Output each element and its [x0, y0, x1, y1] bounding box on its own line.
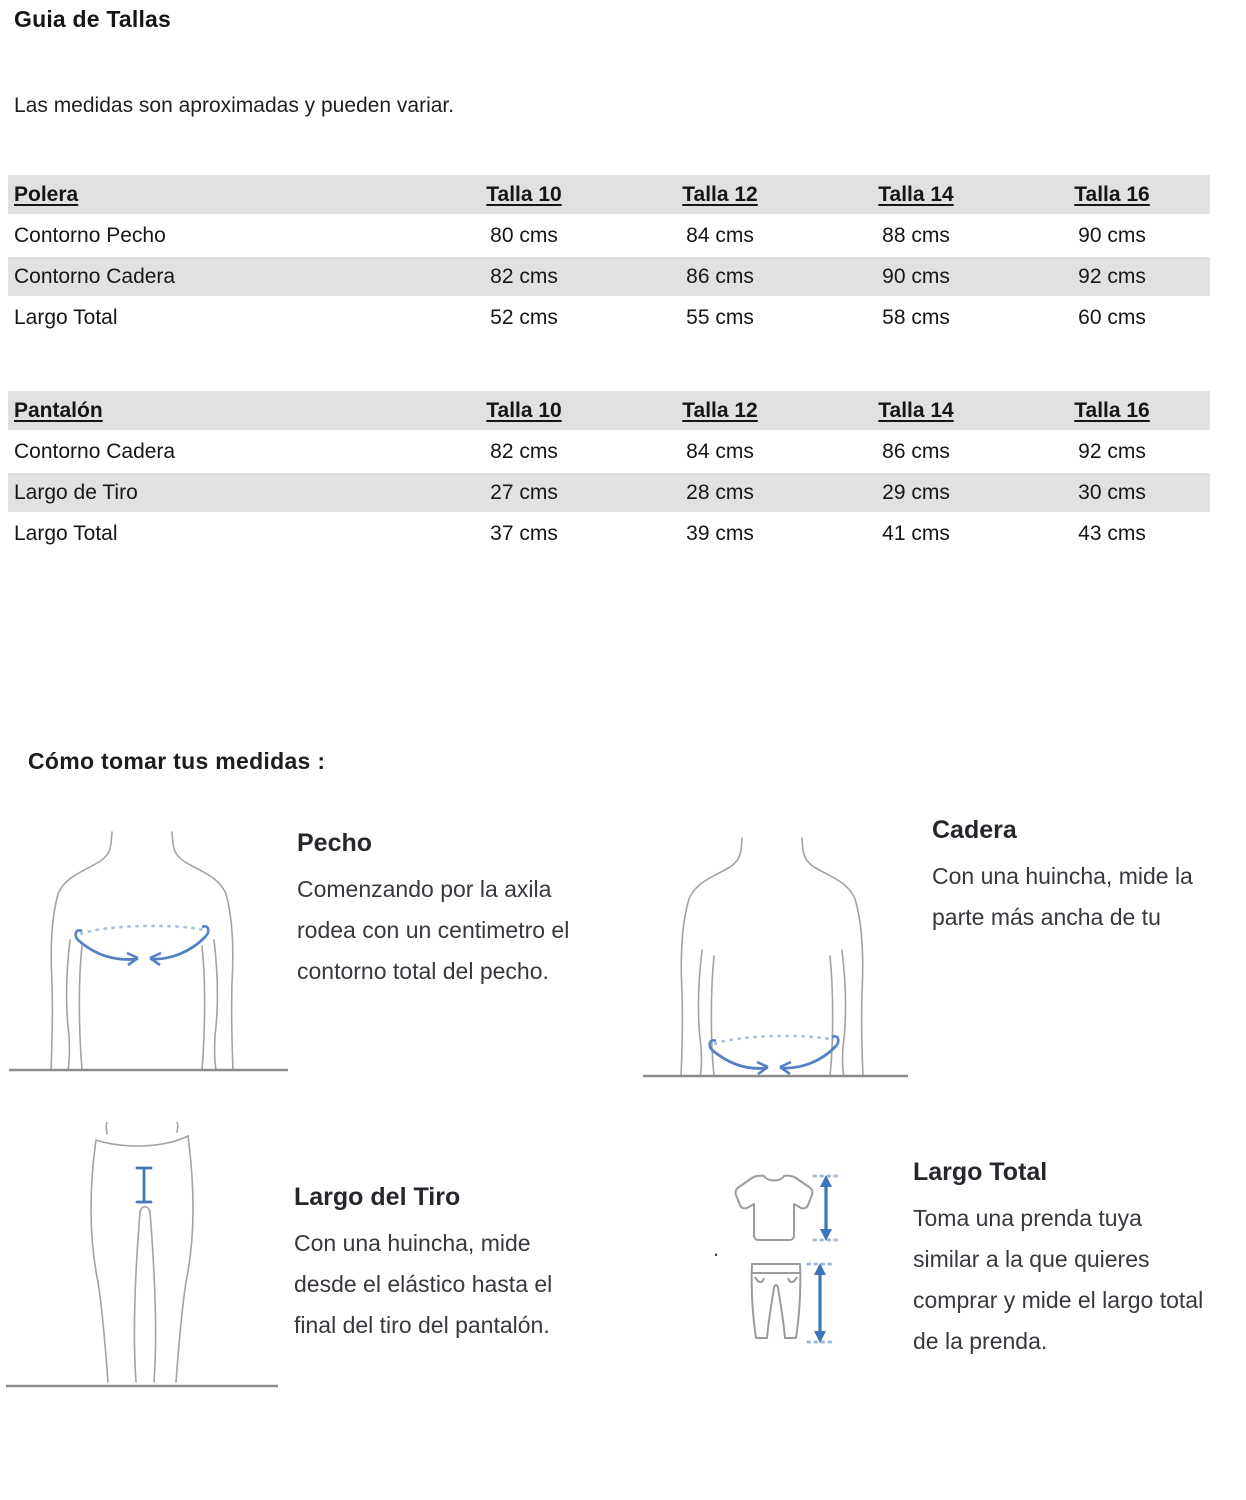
cell-value: 80 cms [426, 215, 622, 256]
cell-value: 92 cms [1014, 256, 1210, 297]
cell-value: 37 cms [426, 513, 622, 554]
cell-value: 55 cms [622, 297, 818, 338]
table-row [8, 256, 1210, 297]
table-row [8, 215, 1210, 256]
cell-value: 90 cms [818, 256, 1014, 297]
table-header-row [8, 390, 1210, 431]
column-header: Talla 16 [1074, 182, 1150, 206]
column-header: Talla 10 [486, 398, 562, 422]
largo-total-title: Largo Total [913, 1158, 1048, 1186]
cell-value: 41 cms [818, 513, 1014, 554]
torso-outline [681, 838, 863, 1076]
polera-size-table [8, 173, 1210, 339]
row-label: Contorno Pecho [8, 215, 426, 256]
text-line: de la prenda. [913, 1328, 1048, 1354]
hip-tape-icon [710, 1036, 839, 1074]
text-line: Con una huincha, mide la [932, 863, 1193, 889]
table-row [8, 513, 1210, 554]
cadera-section [932, 816, 1193, 938]
page-title: Guia de Tallas [14, 6, 172, 32]
text-line: similar a la que quieres [913, 1246, 1150, 1272]
text-line: contorno total del pecho. [297, 958, 549, 984]
garment-length-figure [722, 1166, 872, 1356]
cell-value: 84 cms [622, 431, 818, 472]
cell-value: 84 cms [622, 215, 818, 256]
pants-length-arrow-icon [808, 1263, 836, 1343]
cell-value: 86 cms [622, 256, 818, 297]
cell-value: 28 cms [622, 472, 818, 513]
cell-value: 86 cms [818, 431, 1014, 472]
column-header: Talla 14 [878, 182, 954, 206]
cell-value: 82 cms [426, 256, 622, 297]
table-header-row [8, 174, 1210, 215]
text-line: rodea con un centimetro el [297, 917, 570, 943]
row-label: Contorno Cadera [8, 431, 426, 472]
legs-measure-figure [4, 1122, 280, 1390]
text-line: parte más ancha de tu [932, 904, 1161, 930]
table-title: Pantalón [14, 398, 103, 422]
table-title: Polera [14, 182, 79, 206]
cell-value: 30 cms [1014, 472, 1210, 513]
text-line: comprar y mide el largo total [913, 1287, 1204, 1313]
column-header: Talla 12 [682, 398, 758, 422]
text-line: desde el elástico hasta el [294, 1271, 553, 1297]
chest-tape-icon [76, 926, 209, 965]
pecho-section [297, 829, 569, 992]
cell-value: 92 cms [1014, 431, 1210, 472]
cell-value: 29 cms [818, 472, 1014, 513]
cadera-title: Cadera [932, 816, 1017, 844]
column-header: Talla 12 [682, 182, 758, 206]
cell-value: 43 cms [1014, 513, 1210, 554]
cell-value: 82 cms [426, 431, 622, 472]
column-header: Talla 14 [878, 398, 954, 422]
text-line: Comenzando por la axila [297, 876, 552, 902]
row-label: Largo Total [8, 297, 426, 338]
torso-outline [51, 832, 233, 1070]
pecho-title: Pecho [297, 829, 373, 857]
cell-value: 60 cms [1014, 297, 1210, 338]
table-row [8, 297, 1210, 338]
chest-measure-figure [8, 828, 290, 1074]
column-header: Talla 16 [1074, 398, 1150, 422]
largo-del-tiro-title: Largo del Tiro [294, 1183, 461, 1211]
text-line: final del tiro del pantalón. [294, 1312, 550, 1338]
column-header: Talla 10 [486, 182, 562, 206]
row-label: Contorno Cadera [8, 256, 426, 297]
stray-dot: . [713, 1236, 720, 1261]
legs-outline [91, 1122, 193, 1382]
cell-value: 58 cms [818, 297, 1014, 338]
page-subtitle: Las medidas son aproximadas y pueden variar. [14, 94, 455, 117]
largo-del-tiro-section [294, 1183, 552, 1346]
text-line: Con una huincha, mide [294, 1230, 531, 1256]
pantalon-size-table [8, 389, 1210, 555]
largo-total-section [913, 1158, 1203, 1362]
shirt-length-arrow-icon [814, 1175, 842, 1241]
cell-value: 27 cms [426, 472, 622, 513]
tiro-measure-mark-icon [137, 1168, 151, 1202]
row-label: Largo Total [8, 513, 426, 554]
cell-value: 39 cms [622, 513, 818, 554]
table-row [8, 431, 1210, 472]
pants-icon [751, 1264, 801, 1338]
tshirt-icon [736, 1176, 813, 1240]
row-label: Largo de Tiro [8, 472, 426, 513]
cell-value: 90 cms [1014, 215, 1210, 256]
table-row [8, 472, 1210, 513]
text-line: Toma una prenda tuya [913, 1205, 1142, 1231]
cell-value: 52 cms [426, 297, 622, 338]
cell-value: 88 cms [818, 215, 1014, 256]
hip-measure-figure [640, 832, 912, 1080]
how-to-measure-heading: Cómo tomar tus medidas : [28, 748, 326, 774]
